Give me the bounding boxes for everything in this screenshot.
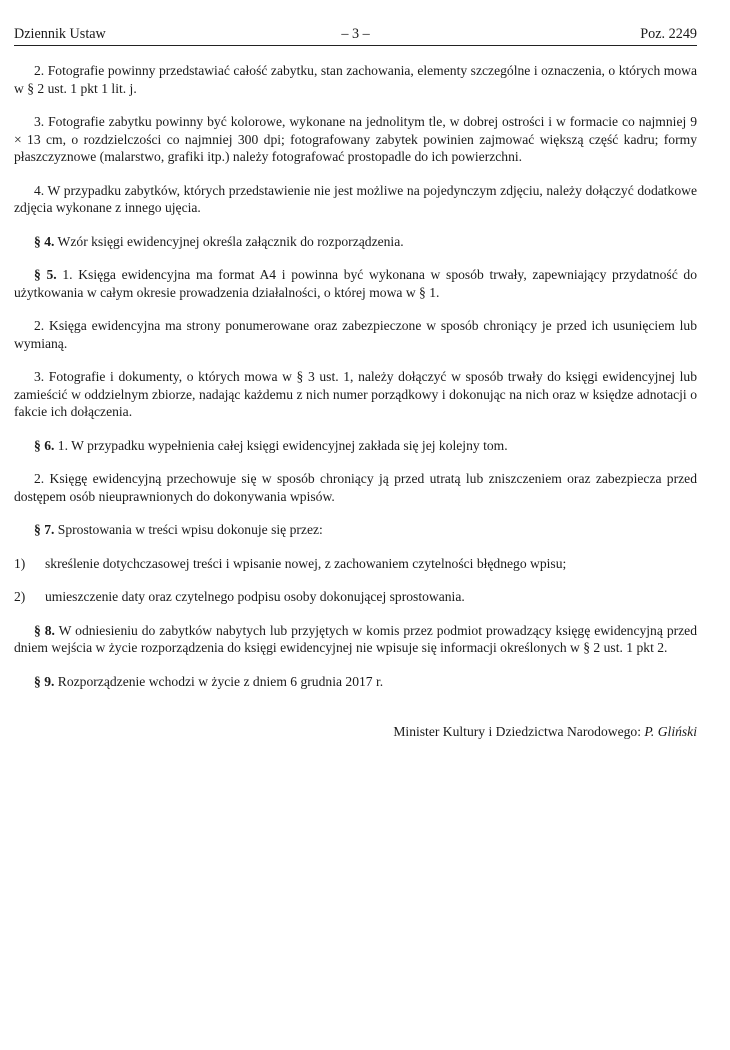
paragraph: 2. Księga ewidencyjna ma strony ponumerowane oraz zabezpieczone w sposób chroniący je przed ich usunięciem lub wymianą. [14, 318, 697, 351]
paragraph: 3. Fotografie zabytku powinny być kolorowe, wykonane na jednolitym tle, w dobrej ostrości i w formacie co najmniej 9 × 13 cm, o rozdzielczości co najmniej 300 dpi; fotografowany zabytek powinien zajmować większą część kadru; formy płaszczyznowe (malarstwo, grafiki itp.) należy fotografować prostopadle do ich powierzchni. [14, 114, 697, 164]
document-body [14, 46, 697, 741]
list-item [14, 588, 697, 606]
section-7: § 7. Sprostowania w treści wpisu dokonuje się przez: [34, 522, 323, 537]
signatory-name: P. Gliński [644, 724, 697, 739]
journal-title: Dziennik Ustaw [14, 26, 106, 42]
paragraph: 2. Księgę ewidencyjną przechowuje się w sposób chroniący ją przed utratą lub zniszczeniem oraz zabezpiecza przed dostępem osób nieuprawnionych do dokonywania wpisów. [14, 471, 697, 504]
section-5: § 5. 1. Księga ewidencyjna ma format A4 i powinna być wykonana w sposób trwały, zapewniający przydatność do użytkowania w całym okresie prowadzenia działalności, o której mowa w § 1. [14, 267, 697, 300]
paragraph: 2. Fotografie powinny przedstawiać całość zabytku, stan zachowania, elementy szczególne i oznaczenia, o których mowa w § 2 ust. 1 pkt 1 lit. j. [14, 63, 697, 96]
page-number: – 3 – [341, 26, 370, 42]
list-text: umieszczenie daty oraz czytelnego podpisu osoby dokonującej sprostowania. [45, 589, 465, 604]
signatory-title: Minister Kultury i Dziedzictwa Narodowego: [393, 724, 645, 739]
list-item [14, 555, 697, 573]
list-number: 2) [14, 589, 26, 604]
position-number: Poz. 2249 [640, 26, 697, 42]
section-9: § 9. Rozporządzenie wchodzi w życie z dniem 6 grudnia 2017 r. [34, 673, 384, 689]
list-text: skreślenie dotychczasowej treści i wpisanie nowej, z zachowaniem czytelności błędnego wpisu; [45, 555, 567, 571]
page-header [14, 0, 697, 46]
paragraph: 4. W przypadku zabytków, których przedstawienie nie jest możliwe na pojedynczym zdjęciu, należy dołączyć dodatkowe zdjęcia wykonane z innego ujęcia. [14, 182, 697, 215]
paragraph: 3. Fotografie i dokumenty, o których mowa w § 3 ust. 1, należy dołączyć w sposób trwały do księgi ewidencyjnej lub zamieścić w oddzielnym zbiorze, nadając każdemu z nich numer porządkowy i dokonując na nich oraz w księdze adnotacji o fakcie ich dołączenia. [14, 369, 697, 419]
section-6: § 6. 1. W przypadku wypełnienia całej księgi ewidencyjnej zakłada się jej kolejny tom. [34, 437, 508, 453]
list-number: 1) [14, 555, 26, 571]
signature [14, 723, 697, 741]
section-4: § 4. Wzór księgi ewidencyjnej określa załącznik do rozporządzenia. [34, 233, 404, 249]
section-8: § 8. W odniesieniu do zabytków nabytych lub przyjętych w komis przez podmiot prowadzący księgę ewidencyjną przed dniem wejścia w życie rozporządzenia do księgi ewidencyjnej nie wpisuje się informacji określonych w § 2 ust. 1 pkt 2. [14, 622, 698, 655]
